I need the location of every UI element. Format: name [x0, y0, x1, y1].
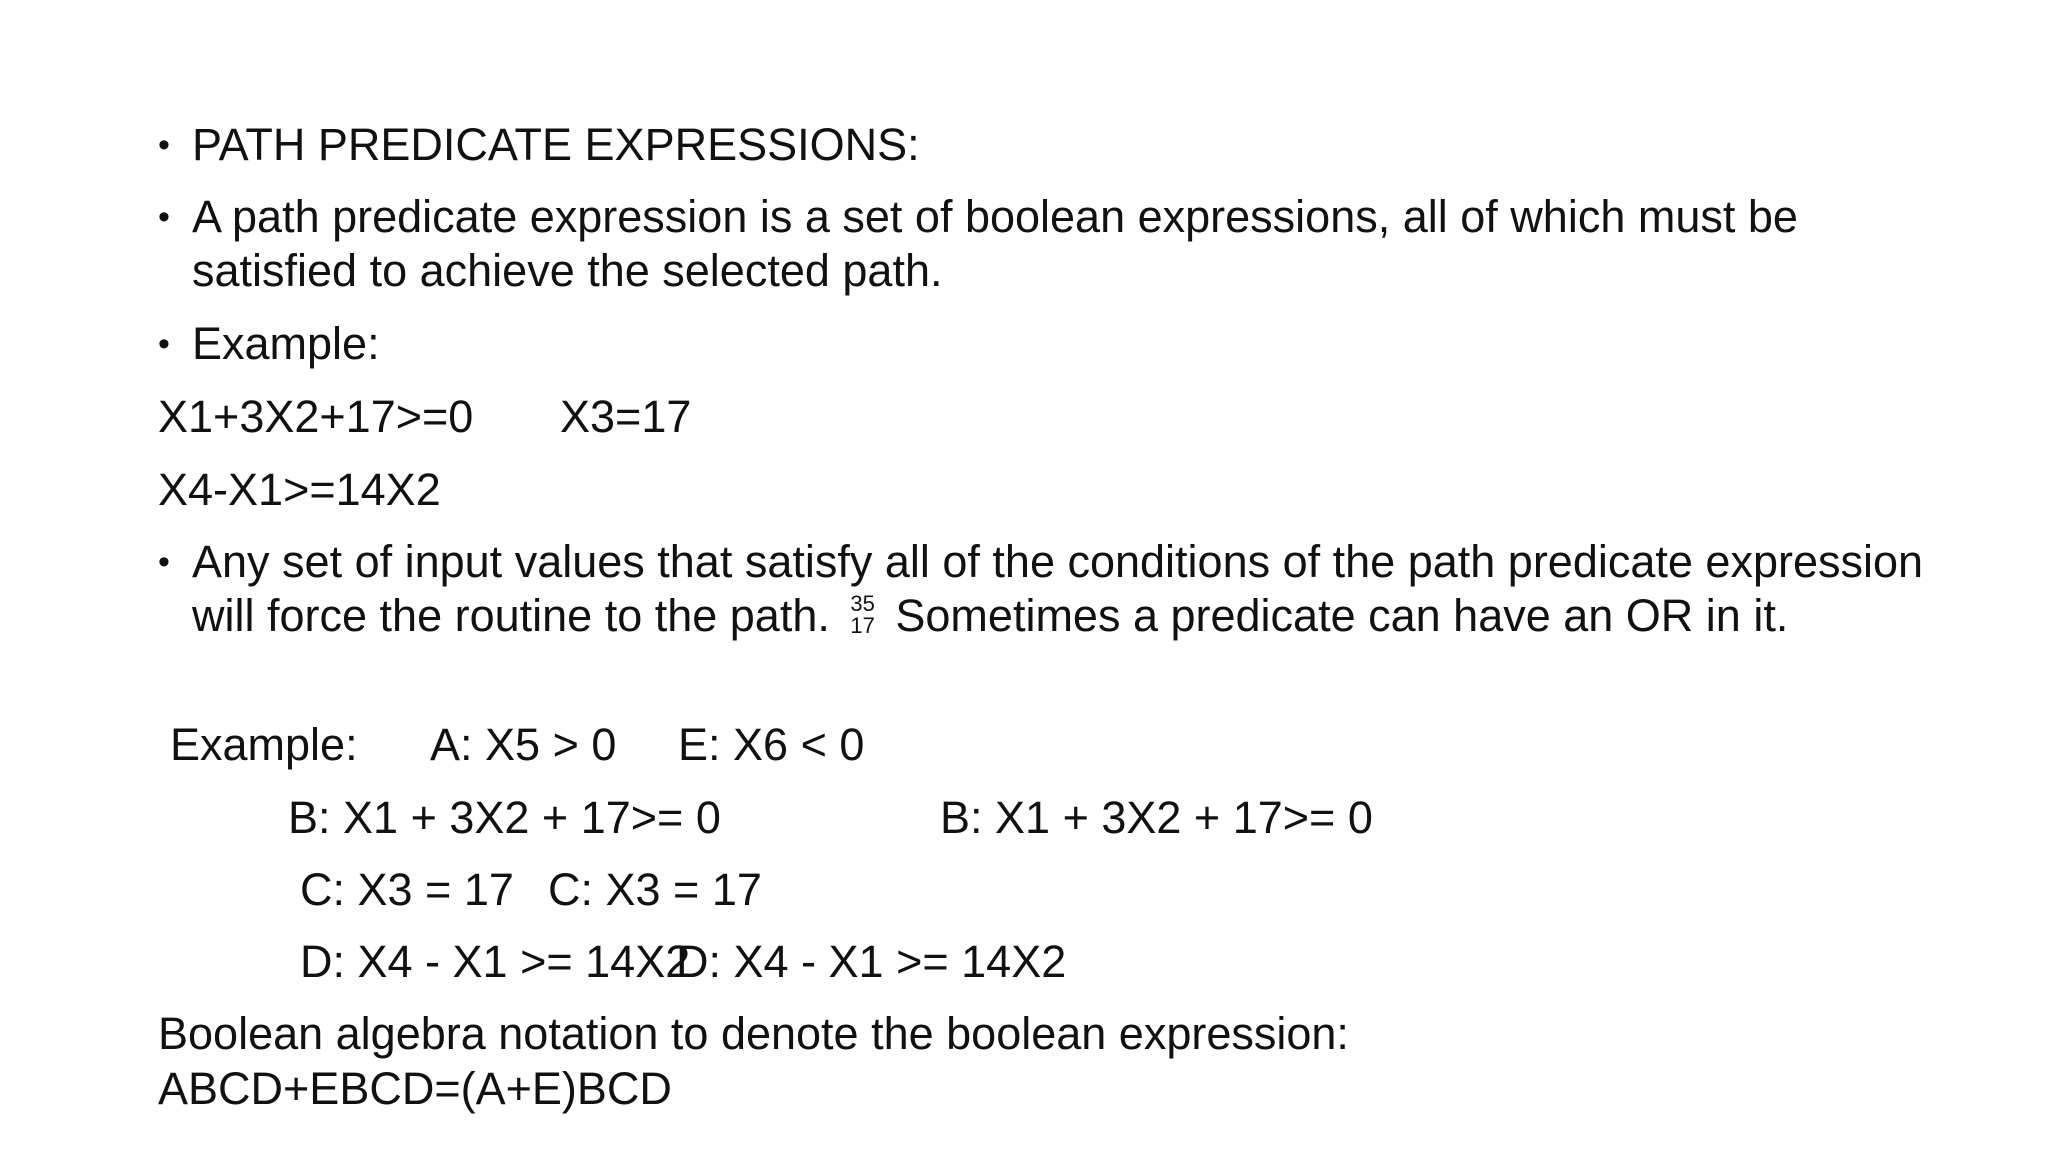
condition-c-left: C: X3 = 17 [300, 864, 514, 915]
boolean-notation-text: Boolean algebra notation to denote the boolean expression: [158, 1008, 1349, 1059]
condition-d-right: D: X4 - X1 >= 14X2 [676, 936, 1067, 987]
equation-1: X1+3X2+17>=0 [158, 391, 474, 442]
condition-e: E: X6 < 0 [678, 719, 865, 770]
fraction [850, 593, 874, 637]
equation-2: X3=17 [560, 391, 692, 442]
bullet-dot: • [158, 126, 170, 164]
condition-d-left: D: X4 - X1 >= 14X2 [300, 936, 691, 987]
fraction-numerator: 35 [850, 591, 875, 617]
condition-a: A: X5 > 0 [430, 719, 617, 770]
condition-c-right: C: X3 = 17 [548, 864, 762, 915]
boolean-expression: ABCD+EBCD=(A+E)BCD [158, 1063, 672, 1114]
bullet-dot: • [158, 543, 170, 581]
bullet-dot: • [158, 198, 170, 236]
fraction-denominator: 17 [850, 613, 875, 639]
equation-3: X4-X1>=14X2 [158, 464, 441, 515]
example2-label: Example: [170, 719, 358, 770]
heading-path-predicate: PATH PREDICATE EXPRESSIONS: [192, 119, 920, 170]
condition-b-right: B: X1 + 3X2 + 17>= 0 [940, 792, 1373, 843]
definition-text: A path predicate expression is a set of boolean expressions, all of which must be satisfied to achieve the selected path. [192, 191, 1798, 296]
input-values-text-part2: Sometimes a predicate can have an OR in it. [895, 590, 1789, 641]
example-label: Example: [192, 318, 380, 369]
input-values-text [192, 535, 1932, 643]
bullet-dot: • [158, 325, 170, 363]
condition-b-left: B: X1 + 3X2 + 17>= 0 [288, 792, 721, 843]
input-values-text-part1: Any set of input values that satisfy all of the conditions of the path predicate expression will force the routine to the path. [192, 536, 1924, 641]
